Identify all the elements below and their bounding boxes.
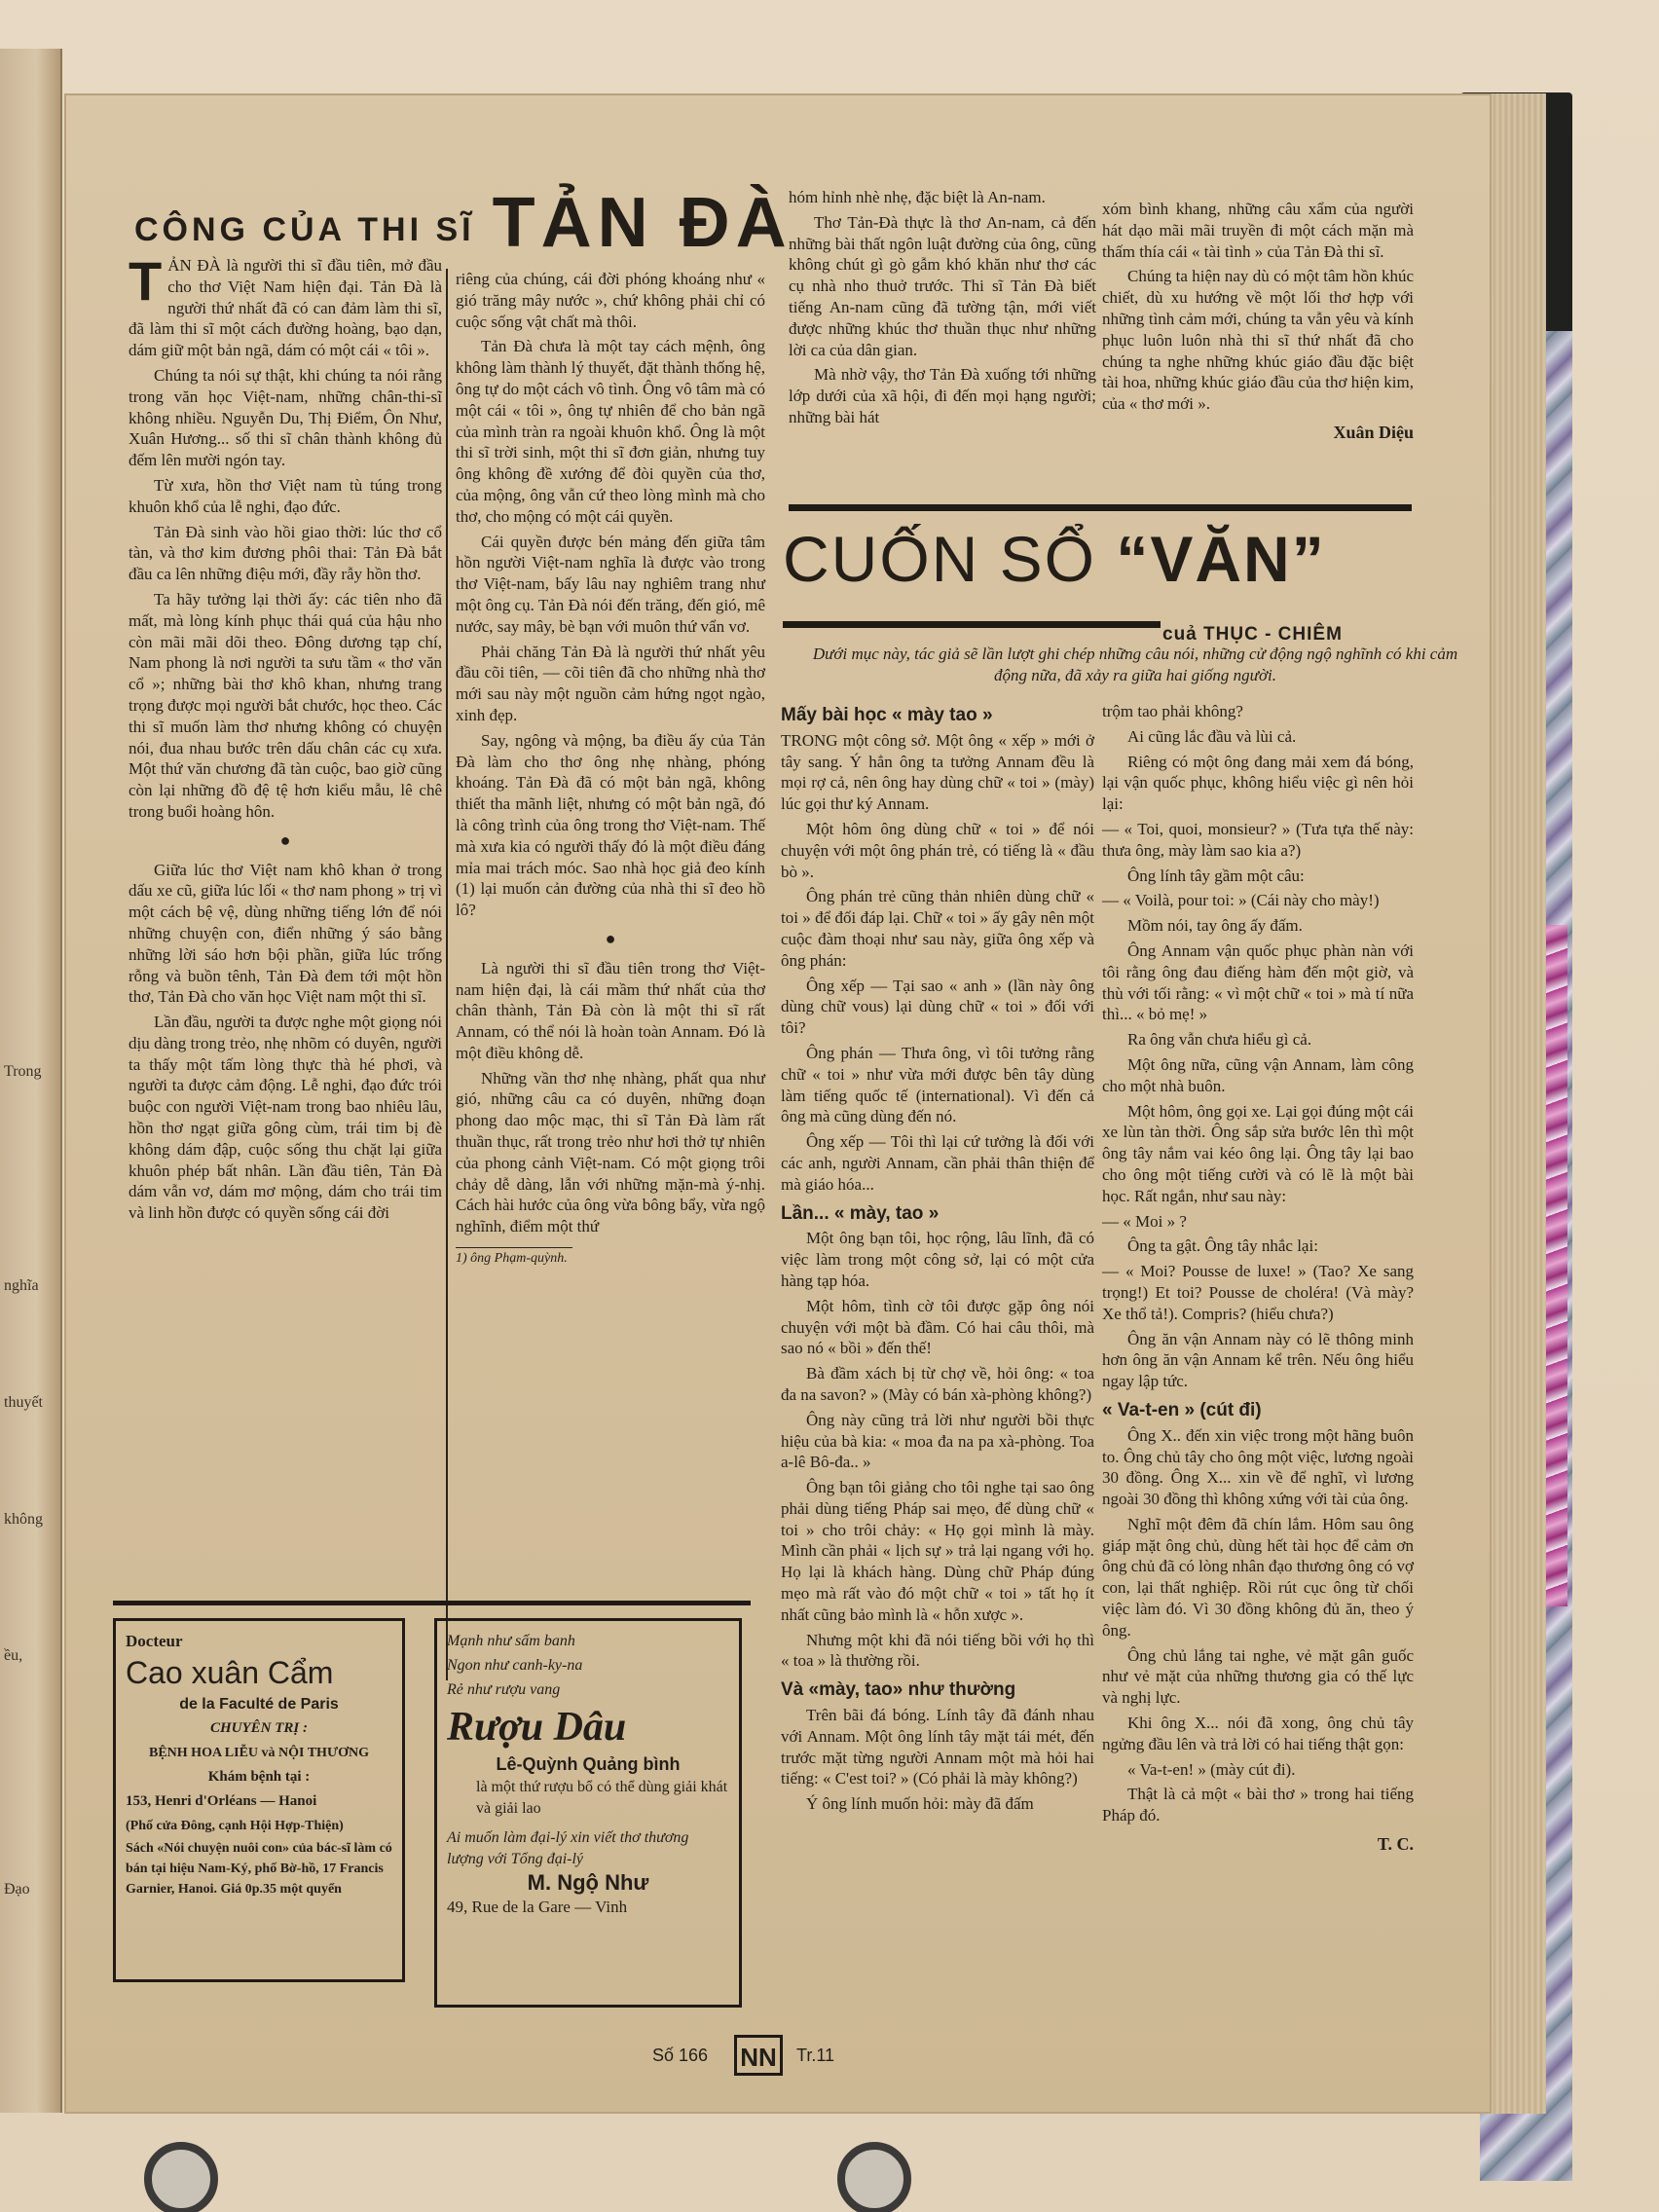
column-rule bbox=[446, 269, 448, 1680]
page-stack-edge bbox=[1492, 93, 1546, 2114]
heading-rule bbox=[789, 504, 1412, 511]
paragraph: Ông lính tây gầm một câu: bbox=[1127, 866, 1305, 885]
ad-product-name: Rượu Dâu bbox=[447, 1705, 627, 1750]
title-big: TẢN ĐÀ bbox=[492, 184, 793, 262]
paragraph: Ai cũng lắc đầu và lùi cả. bbox=[1127, 726, 1297, 746]
binder-ring bbox=[144, 2142, 218, 2212]
prev-page-fragment: nghĩa bbox=[4, 1277, 39, 1294]
paragraph: Ông Annam vận quốc phục phàn nàn với tôi rằng ông đau điếng hàm đến một giờ, và thù với tối rằng: « vì một chữ « toi » mà tí nữa thì... « bỏ mẹ! » bbox=[1102, 940, 1414, 1024]
paragraph: hóm hỉnh nhè nhẹ, đặc biệt là An-nam. bbox=[789, 188, 1046, 206]
paragraph: Tản Đà sinh vào hồi giao thời: lúc thơ cổ tàn, và thơ kim đương phôi thai: Tản Đà bắt đầu ca lên những điệu mới, đầy rẫy hồn thơ. bbox=[129, 522, 442, 584]
dialog-line: — « Moi? Pousse de luxe! » (Tao? Xe sang trọng!) Et toi? Pousse de choléra! (Và mày? Xe thổ tả!). Compris? (hiểu chưa?) bbox=[1102, 1262, 1414, 1323]
column-title bbox=[783, 522, 1326, 596]
ad-doctor-name: Cao xuân Cẩm bbox=[126, 1655, 334, 1690]
paragraph: Ý ông lính muốn hỏi: mày đã đấm bbox=[806, 1794, 1034, 1814]
paragraph: Ta hãy tưởng lại thời ấy: các tiên nho đã mất, mà lòng kính phục thái quá của hậu nho còn mãi mãi dõi theo. Đông dương tạp chí, Nam phong là nơi người ta sưu tầm « thơ văn cổ »; những bài thơ khô khan, nhưng trang trọng được mọi người bắt chước, học theo. Các thi sĩ muốn làm thơ nhưng không có chuyện nói, đua nhau bước trên dấu chân các cụ xưa. Một thứ văn chương đã tàn cuộc, bao giờ cũng còn lại những đồ đệ tệ hơn kiểu mẫu, lê chê trong buổi hoàng hôn. bbox=[129, 589, 442, 821]
prev-page-fragment: không bbox=[4, 1511, 43, 1528]
prev-page-fragment: ều, bbox=[4, 1647, 23, 1664]
byline: cuả THỤC - CHIÊM bbox=[1162, 624, 1343, 645]
paragraph: riêng của chúng, cái đời phóng khoáng như « gió trăng mây nước », chứ không phải chỉ có cuộc sống vật chất mà thôi. bbox=[456, 270, 765, 331]
wine-advertisement bbox=[434, 1618, 742, 2008]
article1-column-3 bbox=[789, 187, 1096, 432]
paragraph: Ông chủ lắng tai nghe, vẻ mặt gân guốc như vẻ mặt của những thương gia có thế lực và nghị lực. bbox=[1102, 1645, 1414, 1708]
ad-line: Mạnh như sấm banh bbox=[447, 1633, 575, 1649]
doctor-advertisement bbox=[113, 1618, 405, 1982]
ad-line: Docteur bbox=[126, 1632, 183, 1650]
footnote: 1) ông Phạm-quỳnh. bbox=[456, 1247, 572, 1270]
prev-page-fragment: thuyết bbox=[4, 1394, 43, 1411]
newspaper-page bbox=[64, 93, 1492, 2114]
paragraph: Một hôm ông dùng chữ « toi » để nói chuyện với một ông phán trẻ, có tiếng là « đầu bò ». bbox=[781, 819, 1094, 881]
paragraph: ẢN ĐÀ là người thi sĩ đầu tiên, mở đầu cho thơ Việt Nam hiện đại. Tản Đà là người thứ nhất đã có can đảm làm thi sĩ, đã làm thi sĩ một cách đường hoàng, bạo dạn, dám giữ một bản ngã, dám có một cái « tôi ». bbox=[129, 256, 442, 360]
paragraph: « Va-t-en! » (mày cút đi). bbox=[1127, 1759, 1296, 1779]
column-intro: Dưới mục này, tác giả sẽ lần lượt ghi chép những câu nói, những cử động ngộ nghĩnh có khi cảm động nữa, đã xảy ra giữa hai giống người. bbox=[812, 645, 1458, 684]
paragraph: Mồm nói, tay ông ấy đấm. bbox=[1127, 916, 1303, 936]
section-heading: « Va-t-en » (cút đi) bbox=[1102, 1399, 1262, 1420]
article2-column-a bbox=[781, 697, 1094, 1819]
page-number: Tr.11 bbox=[796, 2046, 835, 2065]
ad-line: Khám bệnh tại : bbox=[207, 1769, 311, 1785]
paragraph: Ông X.. đến xin việc trong một hãng buôn to. Ông chủ tây cho ông một việc, lương ngoài 30 đồng. Ông X... xin về để nghĩ, vì lương ngoài 30 đồng thì không xứng với tài của ông. bbox=[1102, 1425, 1414, 1509]
paragraph: Lần đầu, người ta được nghe một giọng nói dịu dàng trong trẻo, nhẹ nhõm có duyên, người ta thấy một tấm lòng thực thà hé phơi, và người ta được cảm động. Lễ nghi, đạo đức trói buộc con người Việt-nam trong bao nhiêu lâu, hồn thơ ngạt giữa gông cùm, trái tim bị đè không dám đập, cuộc sống thu chặt lại giữa khuôn phép bất nhân. Lần đầu tiên, Tản Đà dám vẫn vơ, dám mơ mộng, dám cho trái tim và linh hồn được có quyền sống cái đời bbox=[129, 1013, 442, 1223]
paragraph: Thơ Tản-Đà thực là thơ An-nam, cả đến những bài thất ngôn luật đường của ông, cũng không chút gì gò gẫm khó khăn như thơ các cụ nhà nho thuở trước. Thi sĩ Tản Đà biết tiếng An-nam cũng đã tường tận, mới viết được những khúc thơ thuần thục như những lời ca của dân gian. bbox=[789, 212, 1096, 359]
ad-line: Ngon như canh-ky-na bbox=[447, 1657, 583, 1674]
dialog-line: Ông xếp — Tôi thì lại cứ tưởng là đối với các anh, người Annam, cần phải thân thiện để mà giáo hóa... bbox=[781, 1132, 1094, 1194]
drop-cap: T bbox=[129, 250, 163, 312]
separator-dot: ● bbox=[605, 928, 616, 948]
prev-page-fragment: Trong bbox=[4, 1063, 42, 1080]
newspaper-logo: NN bbox=[734, 2035, 783, 2076]
paragraph: Riêng có một ông đang mải xem đá bóng, lại vận quốc phục, không hiểu việc gì nên hỏi lại: bbox=[1102, 752, 1414, 814]
dialog-line: — « Moi » ? bbox=[1102, 1211, 1187, 1231]
dialog-line: Ông phán — Thưa ông, vì tôi tưởng rằng chữ « toi » như vừa mới được bên tây dùng làm tiếng quốc tế (international). Vì đến cả ông mà cũng dùng đến nó. bbox=[781, 1043, 1094, 1126]
paragraph: Một hôm, tình cờ tôi được gặp ông nói chuyện với một bà đầm. Có hai câu thôi, mà sao nó « bồi » đến thế! bbox=[781, 1296, 1094, 1358]
paragraph: Chúng ta hiện nay dù có một tâm hồn khúc chiết, dù xu hướng về một lối thơ hợp với những tình cảm mới, chúng ta vẫn yêu và kính phục luôn luôn nhà thi sĩ thứ nhất đã cho chúng ta nghe những khúc giáo đầu đặc biệt tài hoa, những khúc giáo đầu của thơ hiện kim, của « thơ mới ». bbox=[1102, 267, 1414, 414]
separator-dot: ● bbox=[279, 830, 291, 850]
paragraph: Một ông nữa, cũng vận Annam, làm công cho một nhà buôn. bbox=[1102, 1054, 1414, 1095]
paragraph: Bà đầm xách bị từ chợ về, hỏi ông: « toa đa na savon? » (Mày có bán xà-phòng không?) bbox=[781, 1364, 1094, 1404]
issue-number: Số 166 bbox=[652, 2046, 709, 2065]
article1-column-2 bbox=[456, 269, 765, 1270]
paragraph: Giữa lúc thơ Việt nam khô khan ở trong dấu xe cũ, giữa lúc lối « thơ nam phong » trị vì một cách bệ vệ, dùng những tiếng lớn để nói những chuyện con, điển những ý sáo bằng những lời sáo hơn bội phần, giữa lúc trống rỗng và buồn tênh, Tản Đà đem tới một hồn thơ, Tản Đà cho văn học Việt nam một thi sĩ. bbox=[129, 860, 442, 1007]
section-heading: Lần... « mày, tao » bbox=[781, 1202, 940, 1224]
paragraph: Từ xưa, hồn thơ Việt nam tù túng trong khuôn khổ của lễ nghi, đạo đức. bbox=[129, 475, 442, 516]
paragraph: Ông ăn vận Annam này có lẽ thông minh hơn ông ăn vận Annam kể trên. Nếu ông hiểu ngay lập tức. bbox=[1102, 1329, 1414, 1391]
paragraph: Ông bạn tôi giảng cho tôi nghe tại sao ông phải dùng tiếng Pháp sai mẹo, để dùng chữ « toi » cho trôi chảy: « Họ gọi mình là mày. Mình cần phải « lịch sự » trả lại ngang với họ. Họ lại là khách hàng. Dùng chữ Pháp đúng mẹo mà rất vào đó một chữ « toi » tất họ ít nhất cũng bảo mình là « hỗn xược ». bbox=[781, 1478, 1094, 1624]
paragraph: trộm tao phải không? bbox=[1102, 702, 1243, 720]
ad-line: Sách «Nói chuyện nuôi con» của bác-sĩ làm có bán tại hiệu Nam-Ký, phố Bờ-hồ, 17 Francis Garnier, Hanoi. Giá 0p.35 một quyển bbox=[126, 1841, 392, 1897]
paragraph: Phải chăng Tản Đà là người thứ nhất yêu đầu cõi tiên, — cõi tiên đã cho những nhà thơ mới sau này một nguồn cảm hứng ngọt ngào, xinh đẹp. bbox=[456, 642, 765, 724]
paragraph: Một ông bạn tôi, học rộng, lâu lĩnh, đã có việc làm trong một công sở, lại có một cửa hàng tạp hóa. bbox=[781, 1229, 1094, 1290]
paragraph: Một hôm, ông gọi xe. Lại gọi đúng một cái xe lùn tàn thời. Ông sắp sửa bước lên thì một ông tây nắm vai kéo ông lại. Ông tây lại bao cho ông một tiếng cười và có lẽ là một bài học. Rất ngắn, như sau này: bbox=[1102, 1101, 1414, 1205]
ad-line: BỆNH HOA LIỄU và NỘI THƯƠNG bbox=[149, 1746, 369, 1760]
section-heading: Và «mày, tao» như thường bbox=[781, 1679, 1016, 1701]
paragraph: Say, ngông và mộng, ba điều ấy của Tản Đà làm cho thơ ông nhẹ nhàng, phóng khoáng. Tản Đà đã có một bản ngã, không thiết tha mãnh liệt, nhưng có một bản ngã, đó là công trình của ông trong thơ Việt-nam. Thế mà xưa kia có người thấy đó là một điều đáng mỉa mai trách móc. Sao nhà học giả đeo kính (1) lại muốn cản đường của nhà thi sĩ đeo hồ lô? bbox=[456, 730, 765, 920]
paragraph: Ra ông vẫn chưa hiểu gì cả. bbox=[1127, 1030, 1312, 1050]
dialog-line: — « Voilà, pour toi: » (Cái này cho mày!) bbox=[1102, 891, 1380, 910]
section-heading: Mấy bài học « mày tao » bbox=[781, 705, 993, 725]
prev-page-fragment: Đạo bbox=[4, 1881, 30, 1898]
paragraph: Ông phán trẻ cũng thản nhiên dùng chữ « toi » để đối đáp lại. Chữ « toi » ấy gây nên một cuộc đàm thoại như sau này, giữa ông xếp và ông phán: bbox=[781, 887, 1094, 970]
column-title-plain: CUỐN SỔ bbox=[783, 523, 1097, 595]
binder-ring bbox=[837, 2142, 911, 2212]
paragraph: Là người thi sĩ đầu tiên trong thơ Việt-nam hiện đại, là cái mầm thứ nhất của thơ chân thành, Tản Đà còn là một thi sĩ rất Annam, có thể nói là hoàn toàn Annam. Đó là một điều không dễ. bbox=[456, 958, 765, 1062]
paragraph: Ông này cũng trả lời như người bồi thực hiệu của bà kia: « moa đa na pa xà-phòng. Toa a-lê Bô-đa.. » bbox=[781, 1410, 1094, 1472]
paragraph: Cái quyền được bén mảng đến giữa tâm hồn người Việt-nam nghĩa là được vào trong thơ Việt-nam, bấy lâu nay nghiêm trang như một ông cụ. Tản Đà nói đến trăng, đến gió, mê nước, say mây, bè bạn với muôn thứ vẩn vơ. bbox=[456, 532, 765, 636]
title-small: CÔNG CỦA THI SĨ bbox=[134, 211, 475, 248]
dialog-line: — « Toi, quoi, monsieur? » (Tưa tựa thế này: thưa ông, mày làm sao kia a?) bbox=[1102, 819, 1414, 860]
signature: T. C. bbox=[1377, 1834, 1414, 1855]
previous-page-edge bbox=[0, 49, 62, 2113]
paragraph: Những vần thơ nhẹ nhàng, phất qua như gió, những câu ca có duyên, những đoạn phong dao mộc mạc, thi sĩ Tản Đà làm rất thuần thục, rất trong trẻo như hơi thở tự nhiên của phong cảnh Việt-nam. Có một giọng trôi chảy dễ dàng, lẫn với những mặn-mà ý-nhị. Cách hài hước của ông vừa bông bẩy, vừa ngộ nghĩnh, điểm một thứ bbox=[456, 1068, 765, 1236]
ad-address: 153, Henri d'Orléans — Hanoi bbox=[126, 1793, 317, 1809]
ad-line: (Phố cửa Đông, cạnh Hội Hợp-Thiện) bbox=[126, 1819, 344, 1833]
signature: Xuân Diệu bbox=[1333, 422, 1414, 442]
paragraph: Nghĩ một đêm đã chín lắm. Hôm sau ông giáp mặt ông chủ, dùng hết tài học để cảm ơn ông chủ đã có lòng nhân đạo thương ông có vợ con, lại thất nghiệp. Rồi rút cục ông từ chối việc làm đó. Vì 30 đồng không đủ ăn, theo ý ông. bbox=[1102, 1514, 1414, 1640]
dialog-line: Ông xếp — Tại sao « anh » (lần này ông dùng chữ vous) lại dùng chữ « toi » đối với tôi? bbox=[781, 976, 1094, 1038]
paragraph: TRONG một công sở. Một ông « xếp » mới ở tây sang. Ý hẳn ông ta tưởng Annam đều là mọi rợ cả, nên ông hay dùng chữ « toi » (mày) lúc gọi thư ký Annam. bbox=[781, 730, 1094, 814]
paragraph: Tản Đà chưa là một tay cách mệnh, ông không làm thành lý thuyết, đặt thành thống hệ, ông tự do một cách vô tình. Ông vô tâm mà có một cái « tôi », ông tự nhiên để cho bản ngã của mình tràn ra ngoài khuôn khổ. Ông là một thi sĩ trời sinh, một thi sĩ đơn giản, nhưng tuy ông không đề xướng để đòi quyền của thơ, của mộng, ông vẫn cứ theo lòng mình mà cho thơ, cho mộng có một cái quyền. bbox=[456, 337, 765, 526]
paragraph: Mà nhờ vậy, thơ Tản Đà xuống tới những lớp dưới của xã hội, đi đến mọi hạng người; những bài hát bbox=[789, 365, 1096, 426]
ad-address: 49, Rue de la Gare — Vinh bbox=[447, 1898, 628, 1916]
column-title-bold: “VĂN” bbox=[1116, 523, 1326, 595]
paragraph: Trên bãi đá bóng. Lính tây đã đánh nhau với Annam. Một ông lính tây mặt tái mét, đến trước mặt từng người Annam một mà hỏi hai tiếng: « C'est toi? » (Có phải là mày không?) bbox=[781, 1706, 1094, 1788]
paragraph: Ông ta gật. Ông tây nhắc lại: bbox=[1127, 1236, 1318, 1256]
paragraph: Nhưng một khi đã nói tiếng bồi với họ thì « toa » là thường rồi. bbox=[781, 1630, 1094, 1671]
heading-rule bbox=[783, 621, 1161, 628]
ad-line: Ai muốn làm đại-lý xin viết thơ thương lượng với Tổng đại-lý bbox=[447, 1829, 689, 1867]
ad-line: de la Faculté de Paris bbox=[179, 1696, 339, 1713]
article2-column-b bbox=[1102, 701, 1414, 1856]
ad-agent: M. Ngộ Như bbox=[527, 1870, 649, 1895]
ad-section-rule bbox=[113, 1601, 751, 1605]
ad-line: Rẻ như rượu vang bbox=[447, 1681, 561, 1698]
paragraph: Khi ông X... nói đã xong, ông chủ tây ngửng đầu lên và trả lời có hai tiếng thật gọn: bbox=[1102, 1714, 1414, 1753]
article1-column-1 bbox=[129, 250, 442, 1228]
ad-line: Lê-Quỳnh Quảng bình bbox=[496, 1754, 681, 1774]
paragraph: Chúng ta nói sự thật, khi chúng ta nói rằng trong văn học Việt-nam, những chân-thi-sĩ không nhiều. Nguyễn Du, Thị Điểm, Ôn Như, Xuân Hương... số thi sĩ chân thành không đủ đếm lên mười ngón tay. bbox=[129, 365, 442, 470]
ad-line: CHUYÊN TRỊ : bbox=[209, 1720, 308, 1736]
paragraph: xóm bình khang, những câu xẩm của người hát dạo mãi mãi truyền đi một cách mặn mà thấm thía cái « tài tình » của Tản Đà thi sĩ. bbox=[1102, 200, 1414, 261]
article-title bbox=[134, 183, 793, 263]
paragraph: Thật là cả một « bài thơ » trong hai tiếng Pháp đó. bbox=[1102, 1785, 1414, 1825]
ad-line: là một thứ rượu bổ có thể dùng giải khát và giải lao bbox=[476, 1779, 728, 1817]
article1-column-4 bbox=[1102, 199, 1414, 444]
